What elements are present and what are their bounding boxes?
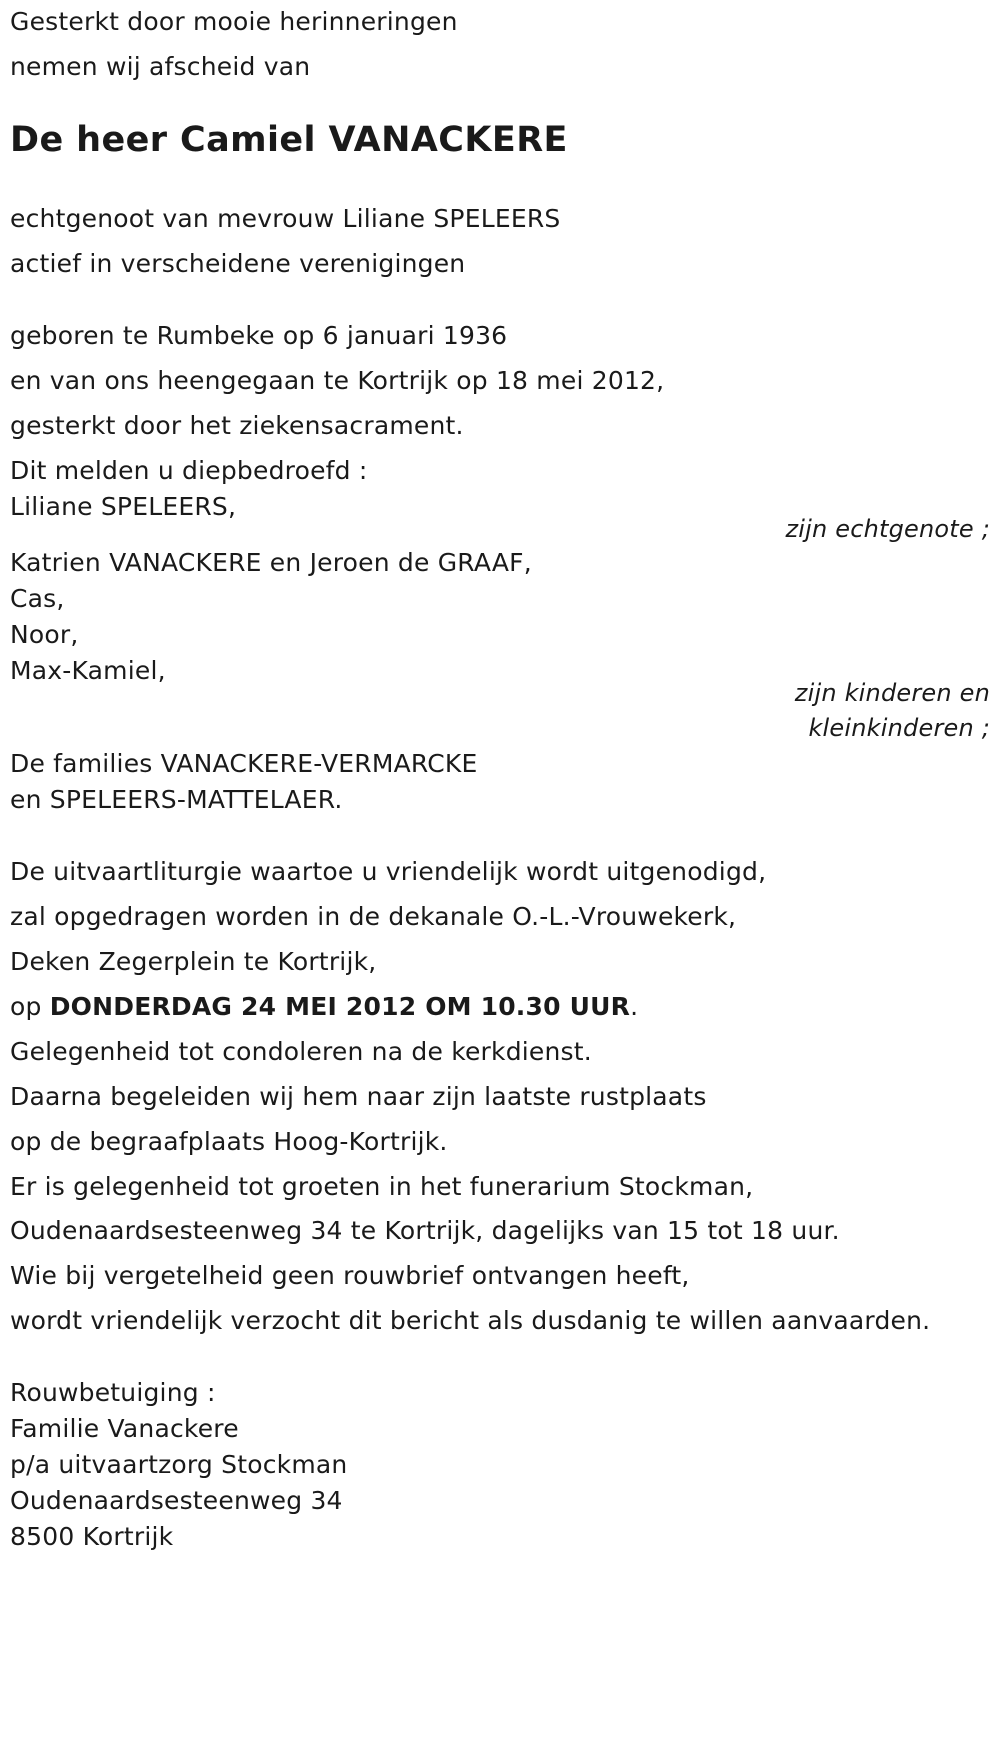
intro-line-1: Gesterkt door mooie herinneringen	[10, 7, 458, 36]
service-date: DONDERDAG 24 MEI 2012 OM 10.30 UUR	[49, 992, 631, 1021]
birth-line: geboren te Rumbeke op 6 januari 1936	[10, 321, 508, 350]
condolences-line-4: 8500 Kortrijk	[10, 1522, 174, 1551]
service-line-10: Wie bij vergetelheid geen rouwbrief ontvangen heeft,	[10, 1261, 690, 1290]
child-line-1: Katrien VANACKERE en Jeroen de GRAAF,	[10, 548, 532, 577]
about-line-2: actief in verscheidene verenigingen	[10, 249, 466, 278]
sacrament-line: gesterkt door het ziekensacrament.	[10, 411, 464, 440]
service-line-11: wordt vriendelijk verzocht dit bericht als dusdanig te willen aanvaarden.	[10, 1306, 931, 1335]
service-date-prefix: op	[10, 992, 50, 1021]
child-line-3: Noor,	[10, 620, 79, 649]
spouse-role: zijn echtgenote ;	[785, 515, 990, 543]
death-line: en van ons heengegaan te Kortrijk op 18 mei 2012,	[10, 366, 665, 395]
intro-line-2: nemen wij afscheid van	[10, 52, 311, 81]
children-role-2: kleinkinderen ;	[808, 714, 990, 742]
service-date-line	[10, 990, 638, 1024]
service-date-suffix: .	[630, 992, 639, 1021]
service-line-2: zal opgedragen worden in de dekanale O.-L.-Vrouwekerk,	[10, 902, 737, 931]
condolences-line-3: Oudenaardsesteenweg 34	[10, 1486, 343, 1515]
spouse-name: Liliane SPELEERS,	[10, 492, 237, 521]
service-line-9: Oudenaardsesteenweg 34 te Kortrijk, dagelijks van 15 tot 18 uur.	[10, 1216, 840, 1245]
service-line-5: Gelegenheid tot condoleren na de kerkdienst.	[10, 1037, 592, 1066]
families-line-2: en SPELEERS-MATTELAER.	[10, 785, 343, 814]
child-line-2: Cas,	[10, 584, 65, 613]
service-line-1: De uitvaartliturgie waartoe u vriendelijk wordt uitgenodigd,	[10, 857, 767, 886]
child-line-4: Max-Kamiel,	[10, 656, 166, 685]
about-line-1: echtgenoot van mevrouw Liliane SPELEERS	[10, 204, 561, 233]
service-line-3: Deken Zegerplein te Kortrijk,	[10, 947, 377, 976]
service-line-6: Daarna begeleiden wij hem naar zijn laatste rustplaats	[10, 1082, 707, 1111]
announcers-heading: Dit melden u diepbedroefd :	[10, 456, 368, 485]
condolences-line-1: Familie Vanackere	[10, 1414, 239, 1443]
condolences-line-2: p/a uitvaartzorg Stockman	[10, 1450, 348, 1479]
children-role-1: zijn kinderen en	[794, 679, 990, 707]
service-line-8: Er is gelegenheid tot groeten in het funerarium Stockman,	[10, 1172, 754, 1201]
condolences-heading: Rouwbetuiging :	[10, 1378, 216, 1407]
families-line-1: De families VANACKERE-VERMARCKE	[10, 749, 478, 778]
deceased-name: De heer Camiel VANACKERE	[10, 120, 568, 160]
service-line-7: op de begraafplaats Hoog-Kortrijk.	[10, 1127, 448, 1156]
